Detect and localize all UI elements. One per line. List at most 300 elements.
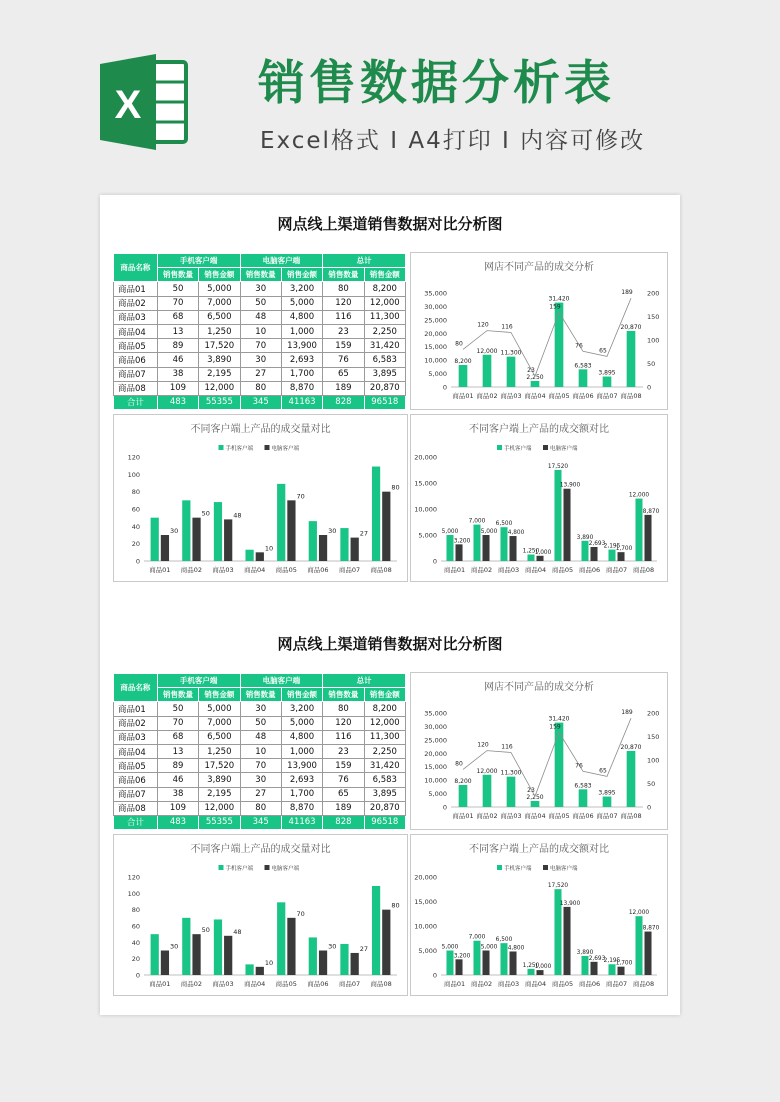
x-tick-label: 商品04 <box>244 566 266 574</box>
legend-label: 手机客户端 <box>504 866 532 872</box>
x-tick-label: 商品04 <box>244 980 266 988</box>
legend-swatch <box>219 445 224 450</box>
bar-data-label: 5,000 <box>441 944 459 951</box>
table-header-group: 电脑客户端 <box>240 254 323 268</box>
line-data-label: 65 <box>599 347 607 355</box>
table-cell: 合计 <box>114 815 158 829</box>
x-tick-label: 商品02 <box>470 980 493 988</box>
table-cell: 1,700 <box>281 787 322 801</box>
table-cell: 10 <box>240 744 281 758</box>
table-cell: 3,895 <box>364 367 405 381</box>
bar-mobile <box>151 518 159 561</box>
x-tick-label: 商品06 <box>307 980 329 988</box>
table-row <box>114 773 406 787</box>
bar <box>555 723 564 807</box>
bar-desktop <box>645 515 652 561</box>
bar-data-label: 3,890 <box>576 534 594 541</box>
chart-title: 不同客户端上产品的成交额对比 <box>469 424 609 435</box>
x-tick-label: 商品05 <box>551 980 574 988</box>
bar-desktop <box>510 536 517 561</box>
bar-data-label: 3,890 <box>576 949 594 956</box>
x-tick-label: 商品08 <box>632 566 655 574</box>
x-tick-label: 商品07 <box>605 566 628 574</box>
table-cell: 27 <box>240 787 281 801</box>
bar-desktop <box>192 518 200 561</box>
table-cell: 6,583 <box>364 773 405 787</box>
table-cell: 11,300 <box>364 730 405 744</box>
bar-data-label: 12,000 <box>628 910 650 917</box>
bar-data-label: 30 <box>170 942 179 951</box>
table-cell: 483 <box>157 815 198 829</box>
bar-data-label: 17,520 <box>547 883 569 890</box>
bar-desktop <box>382 492 390 561</box>
table-row <box>114 702 406 716</box>
table-row <box>114 381 406 395</box>
y-tick-label: 0 <box>442 803 447 812</box>
bar-mobile <box>635 916 642 975</box>
combo-chart-panel <box>410 672 668 830</box>
bar-data-label: 50 <box>201 509 210 518</box>
table-cell: 商品07 <box>114 367 158 381</box>
table-cell: 65 <box>323 787 364 801</box>
x-tick-label: 商品06 <box>572 812 594 820</box>
excel-logo-letter: X <box>114 83 142 127</box>
x-tick-label: 商品03 <box>500 392 522 400</box>
y-tick-label: 10,000 <box>414 922 437 931</box>
table-cell: 6,500 <box>199 310 240 324</box>
bar-data-label: 4,800 <box>507 945 525 952</box>
bar-mobile <box>608 550 615 561</box>
table-cell: 商品01 <box>114 702 158 716</box>
table-cell: 48 <box>240 730 281 744</box>
legend-label: 手机客户端 <box>225 446 254 452</box>
bar <box>555 303 564 387</box>
table-cell: 828 <box>323 815 364 829</box>
table-cell: 27 <box>240 367 281 381</box>
table-cell: 6,500 <box>199 730 240 744</box>
x-tick-label: 商品05 <box>548 812 570 820</box>
table-cell: 20,870 <box>364 801 405 815</box>
bar-data-label: 1,700 <box>615 960 633 967</box>
y-tick-label: 10,000 <box>424 776 447 785</box>
bar-data-label: 30 <box>170 527 179 535</box>
y-tick-label: 20,000 <box>424 329 447 338</box>
line-data-label: 116 <box>501 743 513 751</box>
bar-desktop <box>645 932 652 975</box>
section-title: 网点线上渠道销售数据对比分析图 <box>277 215 503 233</box>
bar-desktop <box>564 907 571 975</box>
table-cell: 4,800 <box>281 730 322 744</box>
x-tick-label: 商品04 <box>524 566 547 574</box>
bar-desktop <box>618 552 625 561</box>
x-tick-label: 商品08 <box>620 812 642 820</box>
table-cell: 2,195 <box>199 367 240 381</box>
bar-data-label: 31,420 <box>548 715 570 723</box>
table-header-group: 总计 <box>323 674 406 688</box>
table-subheader: 销售金额 <box>199 268 240 282</box>
bar <box>579 789 588 807</box>
table-cell: 41163 <box>281 395 322 409</box>
bar-data-label: 2,693 <box>588 955 606 962</box>
table-cell: 41163 <box>281 815 322 829</box>
bar <box>507 357 516 387</box>
bar-desktop <box>351 538 359 561</box>
table-subheader: 销售数量 <box>240 268 281 282</box>
bar-data-label: 7,000 <box>468 518 486 525</box>
bar-data-label: 2,250 <box>526 373 544 381</box>
x-tick-label: 商品08 <box>370 980 392 988</box>
bar <box>483 355 492 387</box>
header <box>0 0 780 190</box>
table-cell: 345 <box>240 815 281 829</box>
bar-desktop <box>537 556 544 561</box>
table-cell: 8,200 <box>364 282 405 296</box>
y-tick-label: 30,000 <box>424 302 447 311</box>
bar-desktop <box>456 544 463 561</box>
table-row <box>114 310 406 324</box>
bar-desktop <box>256 552 264 561</box>
y-tick-label: 5,000 <box>428 790 447 799</box>
bar-data-label: 3,200 <box>453 953 471 960</box>
bar <box>603 797 612 807</box>
table-cell: 2,693 <box>281 353 322 367</box>
table-cell: 80 <box>323 282 364 296</box>
y-tick-label: 40 <box>131 522 140 531</box>
x-tick-label: 商品08 <box>620 392 642 400</box>
line-data-label: 76 <box>575 342 583 350</box>
bar-data-label: 5,000 <box>441 529 459 535</box>
table-row <box>114 339 406 353</box>
y-tick-label: 20 <box>131 955 140 964</box>
y-tick-label: 0 <box>432 557 437 566</box>
line-data-label: 65 <box>599 767 607 775</box>
y2-tick-label: 150 <box>647 733 660 741</box>
table-cell: 17,520 <box>199 339 240 353</box>
bar-desktop <box>456 959 463 975</box>
bar <box>627 751 636 807</box>
table-subheader: 销售数量 <box>323 268 364 282</box>
table-cell: 76 <box>323 353 364 367</box>
bar-desktop <box>591 962 598 975</box>
table-cell: 70 <box>157 716 198 730</box>
x-tick-label: 商品07 <box>338 980 361 988</box>
bar-desktop <box>351 953 359 975</box>
bar-data-label: 30 <box>328 527 337 535</box>
x-tick-label: 商品04 <box>524 392 546 400</box>
y-tick-label: 120 <box>127 873 140 882</box>
table-cell: 商品02 <box>114 296 158 310</box>
bar-data-label: 11,300 <box>500 769 522 777</box>
table-cell: 50 <box>157 702 198 716</box>
table-cell: 3,890 <box>199 353 240 367</box>
table-cell: 1,700 <box>281 367 322 381</box>
bar-data-label: 80 <box>391 483 400 492</box>
bar <box>459 365 468 387</box>
bar-mobile <box>151 934 159 975</box>
x-tick-label: 商品02 <box>476 812 498 820</box>
bar-mobile <box>277 902 285 975</box>
x-tick-label: 商品02 <box>180 980 203 988</box>
table-cell: 商品04 <box>114 744 158 758</box>
table-cell: 13 <box>157 744 198 758</box>
x-tick-label: 商品07 <box>338 566 361 574</box>
x-tick-label: 商品03 <box>497 980 520 988</box>
x-tick-label: 商品05 <box>275 980 297 988</box>
bar-data-label: 3,200 <box>453 538 471 545</box>
bar-desktop <box>618 967 625 975</box>
table-cell: 55355 <box>199 815 240 829</box>
table-cell: 828 <box>323 395 364 409</box>
amount-chart-panel <box>410 834 668 996</box>
bar-mobile <box>446 951 453 976</box>
bar-mobile <box>245 964 253 975</box>
table-cell: 商品02 <box>114 716 158 730</box>
table-cell: 68 <box>157 730 198 744</box>
bar-desktop <box>510 951 517 975</box>
table-cell: 80 <box>240 381 281 395</box>
bar-data-label: 11,300 <box>500 349 522 357</box>
amount-bar-chart <box>411 835 667 995</box>
table-cell: 31,420 <box>364 759 405 773</box>
bar-mobile <box>372 886 380 975</box>
y-tick-label: 15,000 <box>424 343 447 352</box>
table-header-group: 总计 <box>323 254 406 268</box>
bar-data-label: 20,870 <box>620 743 642 751</box>
bar-data-label: 50 <box>201 926 210 935</box>
line-data-label: 23 <box>527 367 535 375</box>
line-data-label: 159 <box>549 303 561 311</box>
bar-desktop <box>287 500 295 561</box>
table-subheader: 销售金额 <box>364 268 405 282</box>
table-cell: 2,250 <box>364 324 405 338</box>
table-cell: 商品06 <box>114 773 158 787</box>
x-tick-label: 商品08 <box>370 566 392 574</box>
y-tick-label: 20,000 <box>424 749 447 758</box>
table-cell: 46 <box>157 773 198 787</box>
y-tick-label: 60 <box>131 922 140 931</box>
bar-mobile <box>372 467 380 561</box>
table-cell: 65 <box>323 367 364 381</box>
sales-combo-chart <box>411 673 667 829</box>
bar-data-label: 17,520 <box>547 463 569 470</box>
x-tick-label: 商品03 <box>497 566 520 574</box>
table-cell: 116 <box>323 310 364 324</box>
bar-mobile <box>182 500 190 561</box>
table-cell: 商品03 <box>114 310 158 324</box>
table-cell: 120 <box>323 296 364 310</box>
table-cell: 5,000 <box>199 282 240 296</box>
y-tick-label: 5,000 <box>418 947 437 955</box>
table-cell: 3,890 <box>199 773 240 787</box>
x-tick-label: 商品01 <box>149 980 171 988</box>
table-cell: 68 <box>157 310 198 324</box>
bar-desktop <box>564 489 571 561</box>
bar-data-label: 6,500 <box>495 937 513 944</box>
table-cell: 38 <box>157 367 198 381</box>
y-tick-label: 35,000 <box>424 709 447 718</box>
table-row <box>114 324 406 338</box>
x-tick-label: 商品02 <box>470 566 493 574</box>
bar-data-label: 1,700 <box>615 546 633 553</box>
y-tick-label: 100 <box>127 889 140 898</box>
document-page <box>100 195 680 1015</box>
bar-desktop <box>319 535 327 561</box>
bar-desktop <box>483 951 490 976</box>
table-row <box>114 801 406 815</box>
bar-mobile <box>340 944 348 975</box>
y-tick-label: 60 <box>131 505 140 514</box>
table-cell: 7,000 <box>199 296 240 310</box>
table-row <box>114 730 406 744</box>
table-cell: 1,250 <box>199 324 240 338</box>
table-row <box>114 716 406 730</box>
chart-title: 网店不同产品的成交分析 <box>484 262 594 273</box>
table-cell: 38 <box>157 787 198 801</box>
table-cell: 17,520 <box>199 759 240 773</box>
table-cell: 116 <box>323 730 364 744</box>
table-cell: 商品05 <box>114 339 158 353</box>
table-header-name: 商品名称 <box>114 254 158 282</box>
bar-desktop <box>192 934 200 975</box>
x-tick-label: 商品01 <box>452 812 474 820</box>
table-cell: 13,900 <box>281 339 322 353</box>
bar <box>459 785 468 807</box>
bar-mobile <box>309 521 317 561</box>
bar-desktop <box>161 951 169 976</box>
x-tick-label: 商品03 <box>500 812 522 820</box>
table-cell: 3,200 <box>281 282 322 296</box>
line-data-label: 120 <box>477 321 489 329</box>
legend-swatch <box>265 865 270 870</box>
table-cell: 5,000 <box>281 716 322 730</box>
bar-data-label: 3,895 <box>598 789 616 797</box>
bar-data-label: 30 <box>328 942 337 951</box>
table-cell: 109 <box>157 801 198 815</box>
sales-table <box>113 253 406 410</box>
table-cell: 80 <box>323 702 364 716</box>
table-cell: 4,800 <box>281 310 322 324</box>
table-cell: 70 <box>240 759 281 773</box>
table-cell: 12,000 <box>364 296 405 310</box>
table-cell: 1,000 <box>281 324 322 338</box>
table-cell: 1,000 <box>281 744 322 758</box>
bar-data-label: 27 <box>359 944 369 953</box>
y-tick-label: 80 <box>131 488 140 497</box>
bar-desktop <box>161 535 169 561</box>
bar-mobile <box>500 943 507 975</box>
x-tick-label: 商品07 <box>596 812 618 820</box>
bar-mobile <box>309 937 317 975</box>
bar-data-label: 27 <box>359 529 369 538</box>
legend-swatch <box>219 865 224 870</box>
table-cell: 50 <box>157 282 198 296</box>
table-cell: 商品05 <box>114 759 158 773</box>
bar-data-label: 70 <box>296 909 305 918</box>
y-tick-label: 25,000 <box>424 736 447 745</box>
bar <box>627 331 636 387</box>
bar-mobile <box>527 969 534 975</box>
y-tick-label: 20,000 <box>414 453 437 462</box>
bar-mobile <box>608 964 615 975</box>
table-subheader: 销售数量 <box>323 688 364 702</box>
x-tick-label: 商品06 <box>572 392 594 400</box>
table-header-group: 电脑客户端 <box>240 674 323 688</box>
table-cell: 50 <box>240 716 281 730</box>
table-cell: 12,000 <box>199 381 240 395</box>
bar-data-label: 8,870 <box>642 925 660 932</box>
y-tick-label: 5,000 <box>418 531 437 540</box>
table-cell: 189 <box>323 381 364 395</box>
y2-tick-label: 50 <box>647 360 656 368</box>
table-cell: 3,895 <box>364 787 405 801</box>
x-tick-label: 商品07 <box>605 980 628 988</box>
bar-data-label: 6,500 <box>495 521 513 528</box>
bar-data-label: 7,000 <box>468 934 486 941</box>
bar-data-label: 6,583 <box>574 362 592 370</box>
bar-data-label: 3,895 <box>598 369 616 377</box>
x-tick-label: 商品05 <box>548 392 570 400</box>
table-cell: 5,000 <box>199 702 240 716</box>
table-cell: 商品01 <box>114 282 158 296</box>
table-row <box>114 296 406 310</box>
bar-mobile <box>527 555 534 562</box>
table-subheader: 销售数量 <box>157 688 198 702</box>
table-cell: 159 <box>323 759 364 773</box>
quantity-bar-chart <box>114 415 407 581</box>
bar-desktop <box>483 535 490 561</box>
bar-data-label: 70 <box>296 492 305 501</box>
y-tick-label: 40 <box>131 938 140 947</box>
table-subheader: 销售金额 <box>199 688 240 702</box>
y-tick-label: 10,000 <box>414 505 437 514</box>
x-tick-label: 商品06 <box>578 980 601 988</box>
bar-data-label: 12,000 <box>476 347 498 355</box>
y-tick-label: 0 <box>135 557 140 566</box>
table-cell: 商品04 <box>114 324 158 338</box>
quantity-chart-panel <box>113 414 408 582</box>
table-cell: 30 <box>240 773 281 787</box>
legend-swatch <box>265 445 270 450</box>
table-header-group: 手机客户端 <box>157 254 240 268</box>
bar <box>531 801 540 807</box>
y-tick-label: 35,000 <box>424 289 447 298</box>
y-tick-label: 25,000 <box>424 316 447 325</box>
line-data-label: 189 <box>621 709 633 717</box>
table-cell: 商品06 <box>114 353 158 367</box>
table-total-row <box>114 395 406 409</box>
table-row <box>114 282 406 296</box>
table-cell: 46 <box>157 353 198 367</box>
table-cell: 商品08 <box>114 801 158 815</box>
y-tick-label: 20 <box>131 540 140 549</box>
x-tick-label: 商品03 <box>212 566 234 574</box>
x-tick-label: 商品07 <box>596 392 618 400</box>
bar-data-label: 48 <box>233 511 242 520</box>
bar-desktop <box>537 970 544 975</box>
table-cell: 70 <box>240 339 281 353</box>
bar-desktop <box>224 936 232 975</box>
table-cell: 商品07 <box>114 787 158 801</box>
y-tick-label: 0 <box>432 971 437 980</box>
table-cell: 23 <box>323 324 364 338</box>
bar-data-label: 13,900 <box>559 900 581 907</box>
table-cell: 11,300 <box>364 310 405 324</box>
bar-data-label: 2,693 <box>588 540 606 547</box>
table-row <box>114 787 406 801</box>
table-cell: 80 <box>240 801 281 815</box>
y-tick-label: 30,000 <box>424 722 447 731</box>
bar-mobile <box>446 535 453 561</box>
